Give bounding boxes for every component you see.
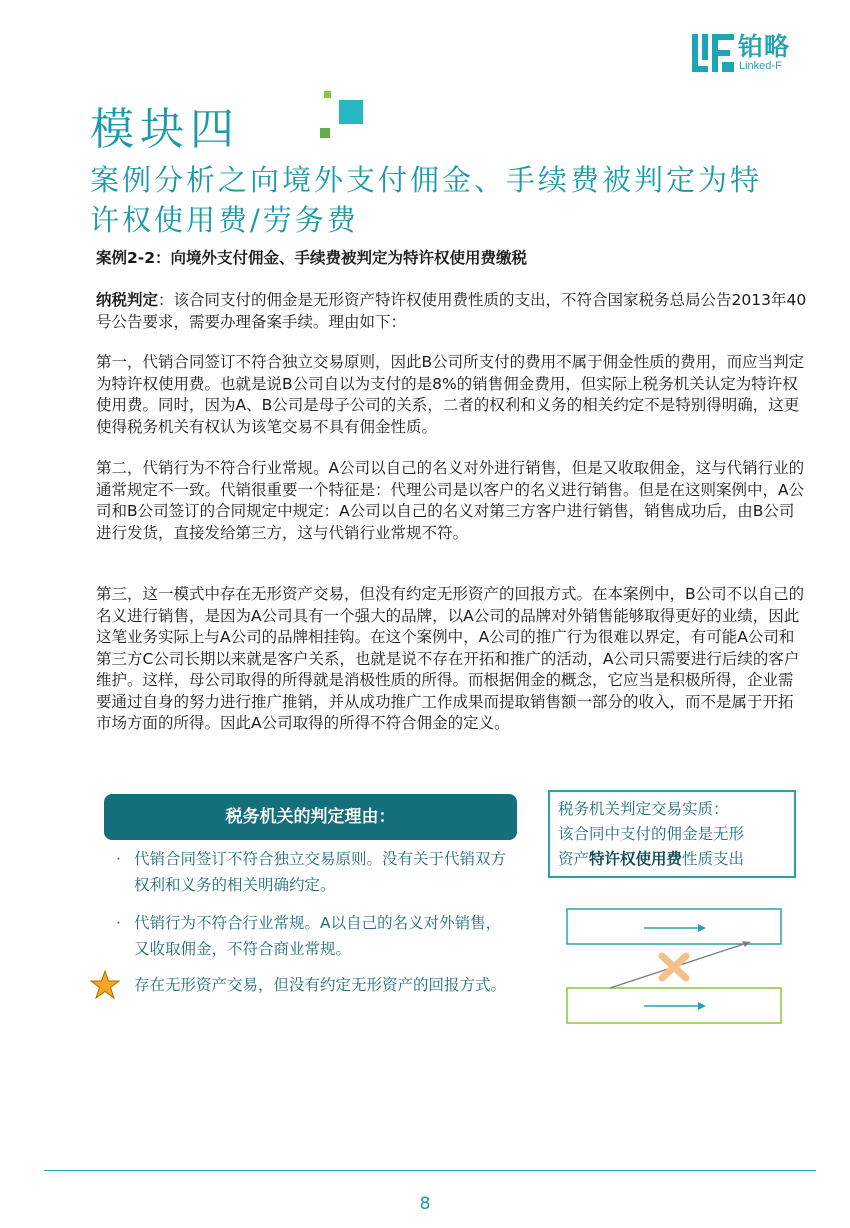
bullet-text: 代销行为不符合行业常规。A以自己的名义对外销售，又收取佣金，不符合商业常规。: [134, 914, 502, 958]
ruling-text: ：该合同支付的佣金是无形资产特许权使用费性质的支出，不符合国家税务总局公告2013年40号公告要求，需要办理备案手续。理由如下：: [96, 291, 807, 331]
ruling-paragraph: [96, 290, 808, 333]
flow-box-top: [567, 909, 781, 944]
reason-bullet-3: [116, 972, 516, 998]
logo-chinese-name: 铂略: [738, 32, 791, 61]
reason-paragraph-3: 第三，这一模式中存在无形资产交易，但没有约定无形资产的回报方式。在本案例中，B公司不以自己的名义进行销售，是因为A公司具有一个强大的品牌，以A公司的品牌对外销售能够取得更好的业绩，因此这笔业务实际上与A公司的品牌相挂钩。在这个案例中，A公司的推广行为很难以界定，有可能A公司和第三方C公司长期以来就是客户关系，也就是说不存在开拓和推广的活动，A公司只需要进行后续的客户维护。这样，母公司取得的所得就是消极性质的所得。而根据佣金的概念，它应当是积极所得，企业需要通过自身的努力进行推广推销，并从成功推广工作成果而提取销售额一部分的收入，而不是属于开拓市场方面的所得。因此A公司取得的所得不符合佣金的定义。: [96, 585, 805, 732]
reason-paragraph-1: 第一，代销合同签订不符合独立交易原则，因此B公司所支付的费用不属于佣金性质的费用，而应当判定为特许权使用费。也就是说B公司自以为支付的是8%的销售佣金费用，但实际上税务机关认定为特许权使用费。同时，因为A、B公司是母子公司的关系，二者的权利和义务的相关约定不是特别得明确，这更使得税务机关有权认为该笔交易不具有佣金性质。: [96, 353, 805, 436]
bullet-text: 代销合同签订不符合独立交易原则。没有关于代销双方权利和义务的相关明确约定。: [134, 850, 507, 894]
cross-icon: [662, 956, 686, 978]
module-title: 模块四: [90, 104, 240, 155]
essence-line-3: 资产特许权使用费性质支出: [558, 850, 745, 868]
transaction-flow-diagram: [566, 908, 786, 1026]
reason-paragraph-2: 第二，代销行为不符合行业常规。A公司以自己的名义对外进行销售，但是又收取佣金，这与代销行业的通常规定不一致。代销很重要一个特征是：代理公司是以客户的名义进行销售。但是在这则案例中，A公司和B公司签订的合同规定中规定：A公司以自己的名义对第三方客户进行销售，销售成功后，由B公司进行发货，直接发给第三方，这与代销行业常规不符。: [96, 459, 805, 542]
page-number: 8: [419, 1194, 431, 1214]
page-subtitle: 案例分析之向境外支付佣金、手续费被判定为特许权使用费/劳务费: [90, 163, 763, 237]
brand-logo: [692, 32, 822, 74]
essence-box: [548, 790, 796, 878]
bullet-text: 存在无形资产交易，但没有约定无形资产的回报方式。: [134, 976, 507, 994]
logo-english-name: Linked-F: [739, 60, 782, 72]
ruling-label: 纳税判定: [96, 291, 159, 309]
bullet-marker: ·: [116, 850, 121, 868]
essence-line-2: 该合同中支付的佣金是无形: [558, 825, 745, 843]
logo-mark-icon: [692, 34, 734, 72]
essence-highlight: 特许权使用费: [589, 850, 683, 868]
bullet-marker: ·: [116, 914, 121, 932]
decorative-squares-icon: [316, 88, 366, 144]
essence-line-1: 税务机关判定交易实质：: [558, 800, 729, 818]
reason-bullet-2: [116, 910, 516, 962]
case-heading: 案例2-2：向境外支付佣金、手续费被判定为特许权使用费缴税: [96, 249, 528, 267]
reasons-box-title: 税务机关的判定理由：: [104, 794, 517, 840]
reason-bullet-1: [116, 846, 516, 898]
footer-divider: [44, 1170, 816, 1171]
